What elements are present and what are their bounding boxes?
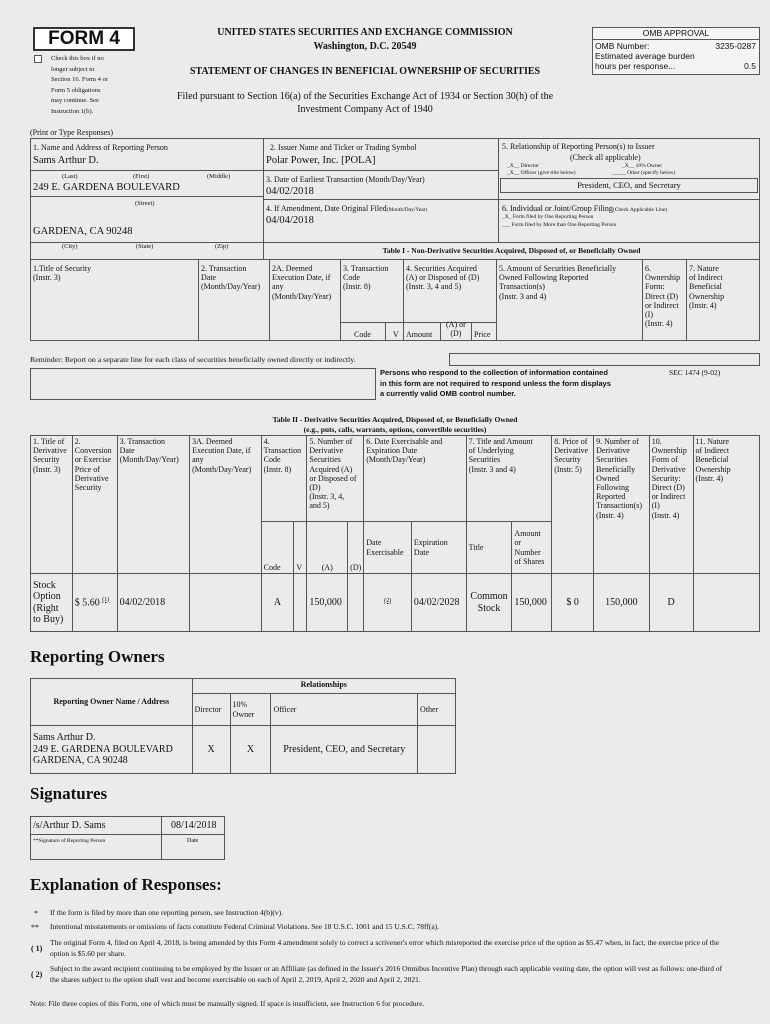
owner-ten-pct-x: X: [230, 726, 271, 774]
t2-h5: 5. Number of Derivative Securities Acquired (A) or Disposed of (D) (Instr. 3, 4, and 5): [307, 436, 364, 522]
t1-code: Code: [354, 330, 371, 339]
reminder-box-right: [449, 353, 760, 366]
t2-sub-code: Code: [261, 522, 294, 574]
reminder-text: Reminder: Report on a separate line for each class of securities beneficially owned directly or indirectly.: [30, 355, 356, 364]
row-v: [294, 574, 307, 632]
explanation-heading: Explanation of Responses:: [30, 875, 222, 894]
box3-label: 3. Date of Earliest Transaction (Month/Day/Year): [266, 175, 425, 184]
t2-h9: 9. Number of Derivative Securities Beneficially Owned Following Reported Transaction(s) (Instr. 4): [594, 436, 650, 574]
footnote-1-link[interactable]: (1): [102, 596, 110, 603]
row-acquired: 150,000: [307, 574, 348, 632]
original-filed-date: 04/04/2018: [266, 215, 314, 226]
reporting-owners-heading: Reporting Owners: [30, 647, 165, 666]
last-label: (Last): [62, 173, 78, 180]
city-state-zip: GARDENA, CA 90248: [33, 226, 133, 237]
more-reporting-persons[interactable]: ___ Form filed by More than One Reporting Person: [502, 222, 617, 228]
col-other: Other: [418, 694, 456, 726]
box1-label: 1. Name and Address of Reporting Person: [33, 143, 168, 152]
date-label: Date: [187, 838, 199, 844]
state-label: (State): [136, 243, 154, 250]
col-ten-pct: 10% Owner: [230, 694, 271, 726]
issuer-name: Polar Power, Inc. [POLA]: [266, 155, 376, 166]
t1-col3: 3. Transaction Code (Instr. 8): [343, 264, 389, 292]
footnote-2-link[interactable]: (2): [384, 597, 392, 604]
t1-v: V: [393, 330, 399, 339]
table2: [30, 435, 760, 632]
reporting-person-name: Sams Arthur D.: [33, 155, 99, 166]
omb-burden-1: Estimated average burden: [595, 51, 695, 61]
signature-label: **Signature of Reporting Person: [33, 838, 106, 844]
row-code: A: [261, 574, 294, 632]
explanation-text-3: The original Form 4, filed on April 4, 2018, is being amended by this Form 4 amendment solely to correct a scrivener's error which misreported the exercise price of the option as $5.47 when, in fact, the exercise price of the option is $5.60 per share.: [50, 938, 720, 958]
t1-price: Price: [474, 330, 491, 339]
first-label: (First): [133, 173, 150, 180]
t1-col7: 7. Nature of Indirect Beneficial Ownership (Instr. 4): [689, 264, 725, 310]
row-underlying-title: Common Stock: [466, 574, 512, 632]
explanation-text-1: If the form is filed by more than one reporting person, see Instruction 4(b)(v).: [50, 908, 284, 917]
explanation-text-4: Subject to the award recipient continuing to be employed by the Issuer or an Affiliate (as defined in the Issuer's 2016 Omnibus Incentive Plan) through each applicable vesting date, the option will vest as follows: one-third of the shares subject to the option shall vest and become exercisable on each of April 2, 2019, April 2, 2020 and April 2, 2021.: [50, 964, 723, 984]
col-director: Director: [192, 694, 230, 726]
agency-location: Washington, D.C. 20549: [313, 41, 417, 52]
col-relationships: Relationships: [192, 679, 455, 694]
notice-blank-box: [30, 368, 376, 400]
owner-director-x: X: [192, 726, 230, 774]
box5-label: 5. Relationship of Reporting Person(s) to Issuer: [502, 142, 655, 151]
box4-label: 4. If Amendment, Date Original Filed(Month/Day/Year): [266, 204, 428, 213]
agency-name: UNITED STATES SECURITIES AND EXCHANGE COMMISSION: [217, 27, 513, 38]
t2-h11: 11. Nature of Indirect Beneficial Ownership (Instr. 4): [693, 436, 759, 574]
t2-h3a: 3A. Deemed Execution Date, if any (Month/Day/Year): [190, 436, 262, 574]
row-ownership-form: D: [649, 574, 693, 632]
t2-sub-title: Title: [466, 522, 512, 574]
row-disposed: [348, 574, 364, 632]
t1-col6: 6. Ownership Form: Direct (D) or Indirect (I) (Instr. 4): [645, 264, 681, 329]
t2-h10: 10. Ownership Form of Derivative Security: Direct (D) or Indirect (I) (Instr. 4): [649, 436, 693, 574]
box6-label: 6. Individual or Joint/Group Filing(Check Applicable Line): [502, 204, 668, 213]
explanation-mark-4: ( 2): [31, 970, 43, 979]
omb-burden-2: hours per response...: [595, 61, 676, 71]
row-exercise-price: $ 5.60 $^{(1)}$: [72, 574, 117, 632]
t1-aord: (A) or (D): [446, 320, 466, 339]
t1-col5: 5. Amount of Securities Beneficially Owned Following Reported Transaction(s) (Instr. 3 and 4): [499, 264, 617, 301]
t2-h6: 6. Date Exercisable and Expiration Date (Month/Day/Year): [364, 436, 466, 522]
omb-title: OMB APPROVAL: [593, 28, 759, 40]
explanation-mark-3: ( 1): [31, 944, 43, 953]
persons-notice: Persons who respond to the collection of information contained in this form are not required to respond unless the form displays a currently valid OMB control number.: [380, 368, 611, 398]
owner-name-address: Sams Arthur D. 249 E. GARDENA BOULEVARD GARDENA, CA 90248: [31, 726, 193, 774]
t1-col1: 1.Title of Security (Instr. 3): [33, 264, 92, 283]
one-reporting-person[interactable]: _X_ Form filed by One Reporting Person: [502, 214, 594, 220]
officer-check[interactable]: _X__ Officer (give title below): [507, 170, 576, 176]
t1-col2a: 2A. Deemed Execution Date, if any (Month/Day/Year): [272, 264, 332, 301]
row-transaction-date: 04/02/2018: [117, 574, 189, 632]
street-address: 249 E. GARDENA BOULEVARD: [33, 182, 180, 193]
t2-h1: 1. Title of Derivative Security (Instr. 3): [31, 436, 73, 574]
sec-code: SEC 1474 (9-02): [669, 368, 721, 377]
table-row: [31, 574, 760, 632]
table2-title: Table II - Derivative Securities Acquired, Disposed of, or Beneficially Owned: [272, 415, 518, 424]
t2-sub-a: (A): [307, 522, 348, 574]
box5-sub: (Check all applicable): [570, 153, 641, 162]
owner-officer-title: President, CEO, and Secretary: [271, 726, 418, 774]
other-check[interactable]: _____ Other (specify below): [612, 170, 676, 176]
t1-col4: 4. Securities Acquired (A) or Disposed of (D) (Instr. 3, 4 and 5): [406, 264, 480, 292]
t2-h4: 4. Transaction Code (Instr. 8): [261, 436, 307, 522]
t2-sub-exp: Expiration Date: [411, 522, 466, 574]
filed-pursuant-line1: Filed pursuant to Section 16(a) of the Securities Exchange Act of 1934 or Section 30(h) of the: [176, 91, 554, 102]
director-check[interactable]: _X__ Director: [507, 163, 539, 169]
middle-label: (Middle): [207, 173, 231, 180]
row-nature: [693, 574, 759, 632]
omb-approval-box: [592, 27, 760, 75]
table2-subtitle: (e.g., puts, calls, warrants, options, convertible securities): [303, 425, 487, 434]
city-label: (City): [62, 243, 78, 250]
zip-label: (Zip): [215, 243, 229, 250]
signatures-heading: Signatures: [30, 784, 108, 803]
owner-other: [418, 726, 456, 774]
form-title-box: [33, 27, 135, 51]
explanation-mark-2: **: [31, 923, 39, 932]
t2-h2: 2. Conversion or Exercise Price of Derivative Security: [72, 436, 117, 574]
omb-number-label: OMB Number:: [595, 41, 650, 51]
t2-h8: 8. Price of Derivative Security (Instr. 5): [552, 436, 594, 574]
row-expiration: 04/02/2028: [411, 574, 466, 632]
row-underlying-amount: 150,000: [512, 574, 552, 632]
print-type-note: (Print or Type Responses): [30, 128, 114, 137]
col-officer: Officer: [271, 694, 418, 726]
ten-pct-owner-check[interactable]: _X__ 10% Owner: [622, 163, 663, 169]
omb-hours: 0.5: [744, 61, 756, 71]
explanation-text-2: Intentional misstatements or omissions of facts constitute Federal Criminal Violations. See 18 U.S.C. 1001 and 15 U.S.C. 78ff(a).: [50, 922, 440, 931]
form-title: FORM 4: [48, 28, 120, 49]
filed-pursuant-line2: Investment Company Act of 1940: [297, 104, 433, 115]
t1-col2: 2. Transaction Date (Month/Day/Year): [201, 264, 261, 292]
table1-title: Table I - Non-Derivative Securities Acquired, Disposed of, or Beneficially Owned: [382, 246, 641, 255]
checkbox-text: Check this box if no longer subject to Section 16. Form 4 or Form 5 obligations may continue. See Instruction 1(b).: [51, 55, 108, 115]
statement-title: STATEMENT OF CHANGES IN BENEFICIAL OWNERSHIP OF SECURITIES: [189, 66, 541, 77]
signature-value: /s/Arthur D. Sams: [33, 820, 106, 831]
row-exercisable: [364, 574, 412, 632]
col-owner-name: Reporting Owner Name / Address: [31, 679, 193, 726]
t1-amount: Amount: [406, 330, 433, 339]
t2-sub-date-ex: Date Exercisable: [364, 522, 412, 574]
reporting-owners-table: [30, 678, 456, 774]
table-row: [31, 726, 456, 774]
t2-sub-amount: Amount or Number of Shares: [512, 522, 552, 574]
no-longer-subject-checkbox[interactable]: [34, 55, 42, 63]
earliest-transaction-date: 04/02/2018: [266, 186, 314, 197]
t2-sub-d: (D): [348, 522, 364, 574]
omb-number: 3235-0287: [715, 41, 756, 51]
street-label: (Street): [135, 200, 155, 207]
t2-h3: 3. Transaction Date (Month/Day/Year): [117, 436, 189, 574]
box2-label: 2. Issuer Name and Ticker or Trading Symbol: [270, 143, 417, 152]
signature-date: 08/14/2018: [171, 820, 217, 831]
row-derivative-price: $ 0: [552, 574, 594, 632]
t2-h7: 7. Title and Amount of Underlying Securities (Instr. 3 and 4): [466, 436, 552, 522]
filing-note: Note: File three copies of this Form, one of which must be manually signed. If space is insufficient, see Instruction 6 for procedure.: [30, 999, 425, 1008]
row-security-title: Stock Option (Right to Buy): [31, 574, 73, 632]
row-owned-following: 150,000: [594, 574, 650, 632]
explanation-mark-1: *: [34, 909, 38, 918]
officer-title: President, CEO, and Secretary: [577, 180, 681, 190]
t2-sub-v: V: [294, 522, 307, 574]
row-deemed-date: [190, 574, 262, 632]
